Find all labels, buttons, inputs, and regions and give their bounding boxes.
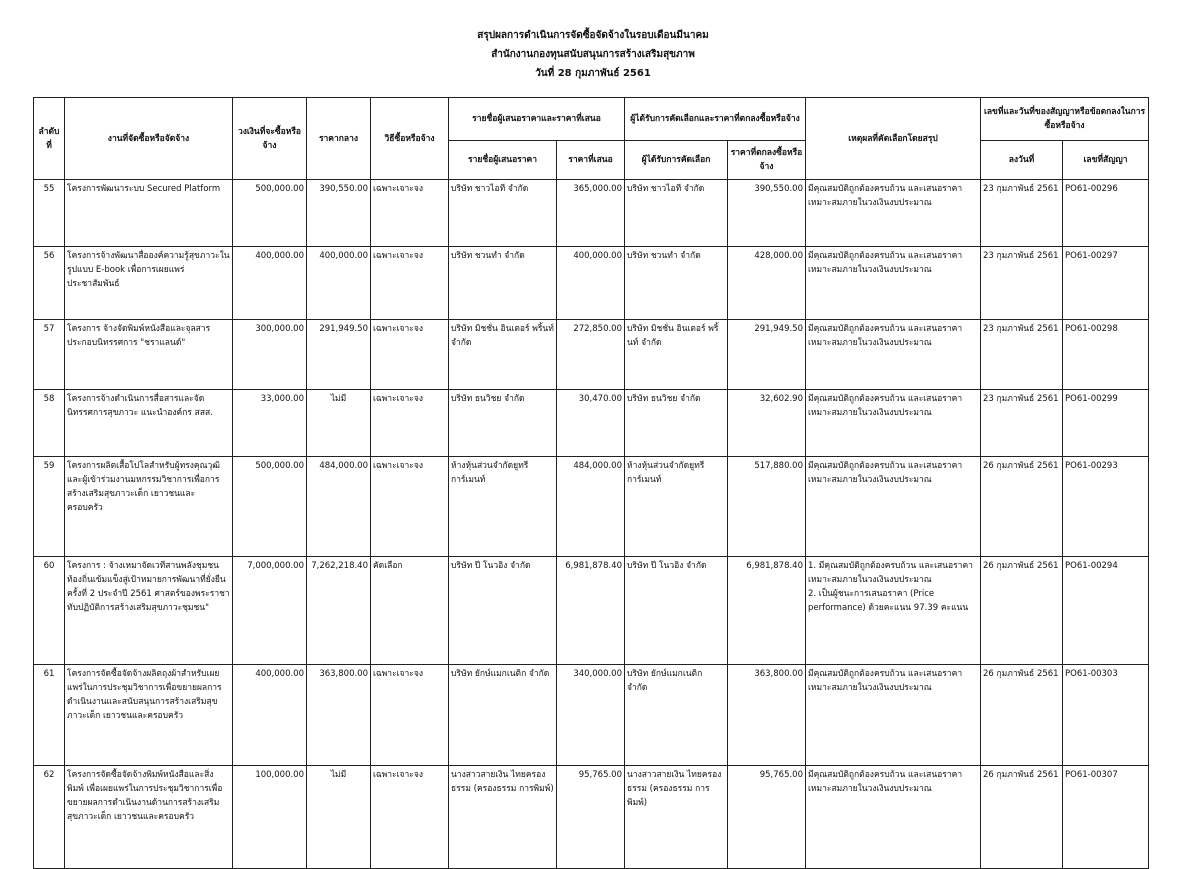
budget-amount: 33,000.00	[233, 390, 307, 457]
bid-price: 272,850.00	[557, 320, 625, 390]
document-date: วันที่ 28 กุมภาพันธ์ 2561	[535, 68, 651, 79]
col-bidders-group: รายชื่อผู้เสนอราคาและราคาที่เสนอ	[449, 98, 625, 141]
median-price: 390,550.00	[307, 180, 371, 247]
procurement-method: เฉพาะเจาะจง	[371, 320, 449, 390]
winner-name: นางสาวสายเงิน ไทยครองธรรม (ครองธรรม การพิมพ์)	[625, 766, 728, 869]
contract-number: PO61-00298	[1063, 320, 1149, 390]
selection-reason: มีคุณสมบัติถูกต้องครบถ้วน และเสนอราคาเหมาะสมภายในวงเงินงบประมาณ	[806, 320, 981, 390]
header-row	[34, 98, 1149, 141]
bid-price: 6,981,878.40	[557, 557, 625, 665]
procurement-method: เฉพาะเจาะจง	[371, 180, 449, 247]
table-row	[34, 766, 1149, 869]
organization-name: สำนักงานกองทุนสนับสนุนการสร้างเสริมสุขภาพ	[491, 49, 695, 60]
winner-name: บริษัท ชาวไอที จำกัด	[625, 180, 728, 247]
contract-number: PO61-00303	[1063, 665, 1149, 766]
agreed-price: 517,880.00	[728, 457, 806, 557]
row-number: 56	[34, 247, 65, 320]
row-number: 61	[34, 665, 65, 766]
bidder-name: บริษัท ธนวิชย จำกัด	[449, 390, 557, 457]
table-row	[34, 390, 1149, 457]
work-description: โครงการพัฒนาระบบ Secured Platform	[65, 180, 233, 247]
contract-number: PO61-00307	[1063, 766, 1149, 869]
agreed-price: 363,800.00	[728, 665, 806, 766]
budget-amount: 7,000,000.00	[233, 557, 307, 665]
agreed-price: 6,981,878.40	[728, 557, 806, 665]
row-number: 62	[34, 766, 65, 869]
row-number: 58	[34, 390, 65, 457]
bidder-name: นางสาวสายเงิน ไทยครองธรรม (ครองธรรม การพิมพ์)	[449, 766, 557, 869]
winner-name: บริษัท ยักษ์แมกเนติก จำกัด	[625, 665, 728, 766]
work-description: โครงการจัดซื้อจัดจ้างผลิตถุงผ้าสำหรับเผยแพร่ในการประชุมวิชาการเพื่อขยายผลการดำเนินงานและสนับสนุนการสร้างเสริมสุขภาวะเด็ก เยาวชนและครอบครัว	[65, 665, 233, 766]
col-budget: วงเงินที่จะซื้อหรือจ้าง	[233, 98, 307, 180]
budget-amount: 500,000.00	[233, 457, 307, 557]
agreed-price: 291,949.50	[728, 320, 806, 390]
bidder-name: บริษัท ชวนทำ จำกัด	[449, 247, 557, 320]
contract-date: 26 กุมภาพันธ์ 2561	[981, 457, 1063, 557]
bid-price: 340,000.00	[557, 665, 625, 766]
work-description: โครงการจ้างพัฒนาสื่อองค์ความรู้สุขภาวะในรูปแบบ E-book เพื่อการเผยแพร่ประชาสัมพันธ์	[65, 247, 233, 320]
bid-price: 365,000.00	[557, 180, 625, 247]
contract-date: 23 กุมภาพันธ์ 2561	[981, 390, 1063, 457]
bidder-name: บริษัท ปี โนวอิง จำกัด	[449, 557, 557, 665]
budget-amount: 300,000.00	[233, 320, 307, 390]
work-description: โครงการ : จ้างเหมาจัดเวทีสานพลังชุมชนท้องถิ่นเข้มแข็งสู่เป้าหมายการพัฒนาที่ยั่งยืน ครั้งที่ 2 ประจำปี 2561 ศาสตร์ของพระราชาทับปฏิบัติการสร้างเสริมสุขภาวะชุมชน"	[65, 557, 233, 665]
selection-reason: 1. มีคุณสมบัติถูกต้องครบถ้วน และเสนอราคาเหมาะสมภายในวงเงินงบประมาณ 2. เป็นผู้ชนะการเสนอราคา (Price performance) ด้วยคะแนน 97.39 คะแนน	[806, 557, 981, 665]
bid-price: 400,000.00	[557, 247, 625, 320]
document-title: สรุปผลการดำเนินการจัดซื้อจัดจ้างในรอบเดือนมีนาคม	[477, 30, 709, 41]
bid-price: 95,765.00	[557, 766, 625, 869]
col-work: งานที่จัดซื้อหรือจัดจ้าง	[65, 98, 233, 180]
selection-reason: มีคุณสมบัติถูกต้องครบถ้วน และเสนอราคาเหมาะสมภายในวงเงินงบประมาณ	[806, 247, 981, 320]
median-price: 7,262,218.40	[307, 557, 371, 665]
col-winner: ผู้ได้รับการคัดเลือก	[625, 141, 728, 180]
winner-name: บริษัท มิชชั่น อินเตอร์ พริ้นท์ จำกัด	[625, 320, 728, 390]
col-contract-date: ลงวันที่	[981, 141, 1063, 180]
col-bidder-name: รายชื่อผู้เสนอราคา	[449, 141, 557, 180]
col-bid-price: ราคาที่เสนอ	[557, 141, 625, 180]
row-number: 59	[34, 457, 65, 557]
col-method: วิธีซื้อหรือจ้าง	[371, 98, 449, 180]
median-price: 363,800.00	[307, 665, 371, 766]
contract-number: PO61-00299	[1063, 390, 1149, 457]
winner-name: บริษัท ธนวิชย จำกัด	[625, 390, 728, 457]
bidder-name: บริษัท ชาวไอที จำกัด	[449, 180, 557, 247]
row-number: 57	[34, 320, 65, 390]
agreed-price: 95,765.00	[728, 766, 806, 869]
table-row	[34, 247, 1149, 320]
contract-number: PO61-00293	[1063, 457, 1149, 557]
selection-reason: มีคุณสมบัติถูกต้องครบถ้วน และเสนอราคาเหมาะสมภายในวงเงินงบประมาณ	[806, 180, 981, 247]
work-description: โครงการจ้างดำเนินการสื่อสารและจัดนิทรรศการสุขภาวะ แนะนำองค์กร สสส.	[65, 390, 233, 457]
selection-reason: มีคุณสมบัติถูกต้องครบถ้วน และเสนอราคาเหมาะสมภายในวงเงินงบประมาณ	[806, 390, 981, 457]
bidder-name: บริษัท ยักษ์แมกเนติก จำกัด	[449, 665, 557, 766]
contract-number: PO61-00297	[1063, 247, 1149, 320]
procurement-method: เฉพาะเจาะจง	[371, 766, 449, 869]
bidder-name: บริษัท มิชชั่น อินเตอร์ พริ้นท์ จำกัด	[449, 320, 557, 390]
bid-price: 484,000.00	[557, 457, 625, 557]
contract-number: PO61-00296	[1063, 180, 1149, 247]
contract-date: 23 กุมภาพันธ์ 2561	[981, 180, 1063, 247]
row-number: 60	[34, 557, 65, 665]
work-description: โครงการจัดซื้อจัดจ้างพิมพ์หนังสือและสิ่งพิมพ์ เพื่อเผยแพร่ในการประชุมวิชาการเพื่อขยายผลการดำเนินงานด้านการสร้างเสริม สุขภาวะเด็ก เยาวชนและครอบครัว	[65, 766, 233, 869]
work-description: โครงการผลิตเสื้อโปโลสำหรับผู้ทรงคุณวุฒิและผู้เข้าร่วมงานมหกรรมวิชาการเพื่อการสร้างเสริมสุขภาวะเด็ก เยาวชนและครอบครัว	[65, 457, 233, 557]
contract-date: 23 กุมภาพันธ์ 2561	[981, 247, 1063, 320]
winner-name: ห้างหุ้นส่วนจำกัดยูทรี การ์เมนท์	[625, 457, 728, 557]
budget-amount: 100,000.00	[233, 766, 307, 869]
median-price: 291,949.50	[307, 320, 371, 390]
procurement-table	[33, 97, 1149, 869]
procurement-method: คัดเลือก	[371, 557, 449, 665]
contract-date: 26 กุมภาพันธ์ 2561	[981, 665, 1063, 766]
bidder-name: ห้างหุ้นส่วนจำกัดยูทรี การ์เมนท์	[449, 457, 557, 557]
bid-price: 30,470.00	[557, 390, 625, 457]
winner-name: บริษัท ชวนทำ จำกัด	[625, 247, 728, 320]
contract-date: 26 กุมภาพันธ์ 2561	[981, 766, 1063, 869]
median-price: 484,000.00	[307, 457, 371, 557]
table-row	[34, 665, 1149, 766]
col-no: ลำดับที่	[34, 98, 65, 180]
table-row	[34, 180, 1149, 247]
budget-amount: 400,000.00	[233, 665, 307, 766]
agreed-price: 32,602.90	[728, 390, 806, 457]
table-row	[34, 457, 1149, 557]
agreed-price: 428,000.00	[728, 247, 806, 320]
work-description: โครงการ จ้างจัดพิมพ์หนังสือและจุลสารประกอบนิทรรศการ "ชราแลนด์"	[65, 320, 233, 390]
table-row	[34, 557, 1149, 665]
row-number: 55	[34, 180, 65, 247]
procurement-method: เฉพาะเจาะจง	[371, 665, 449, 766]
procurement-method: เฉพาะเจาะจง	[371, 390, 449, 457]
selection-reason: มีคุณสมบัติถูกต้องครบถ้วน และเสนอราคาเหมาะสมภายในวงเงินงบประมาณ	[806, 766, 981, 869]
budget-amount: 400,000.00	[233, 247, 307, 320]
col-median: ราคากลาง	[307, 98, 371, 180]
median-price: ไม่มี	[307, 390, 371, 457]
col-agreed-price: ราคาที่ตกลงซื้อหรือจ้าง	[728, 141, 806, 180]
procurement-method: เฉพาะเจาะจง	[371, 247, 449, 320]
selection-reason: มีคุณสมบัติถูกต้องครบถ้วน และเสนอราคาเหมาะสมภายในวงเงินงบประมาณ	[806, 665, 981, 766]
contract-number: PO61-00294	[1063, 557, 1149, 665]
median-price: ไม่มี	[307, 766, 371, 869]
budget-amount: 500,000.00	[233, 180, 307, 247]
col-contract-no: เลขที่สัญญา	[1063, 141, 1149, 180]
col-contract-group: เลขที่และวันที่ของสัญญาหรือข้อตกลงในการซื้อหรือจ้าง	[981, 98, 1149, 141]
procurement-method: เฉพาะเจาะจง	[371, 457, 449, 557]
median-price: 400,000.00	[307, 247, 371, 320]
table-row	[34, 320, 1149, 390]
col-winner-group: ผู้ได้รับการคัดเลือกและราคาที่ตกลงซื้อหรือจ้าง	[625, 98, 806, 141]
winner-name: บริษัท ปี โนวอิง จำกัด	[625, 557, 728, 665]
contract-date: 26 กุมภาพันธ์ 2561	[981, 557, 1063, 665]
selection-reason: มีคุณสมบัติถูกต้องครบถ้วน และเสนอราคาเหมาะสมภายในวงเงินงบประมาณ	[806, 457, 981, 557]
contract-date: 23 กุมภาพันธ์ 2561	[981, 320, 1063, 390]
col-reason: เหตุผลที่คัดเลือกโดยสรุป	[806, 98, 981, 180]
agreed-price: 390,550.00	[728, 180, 806, 247]
